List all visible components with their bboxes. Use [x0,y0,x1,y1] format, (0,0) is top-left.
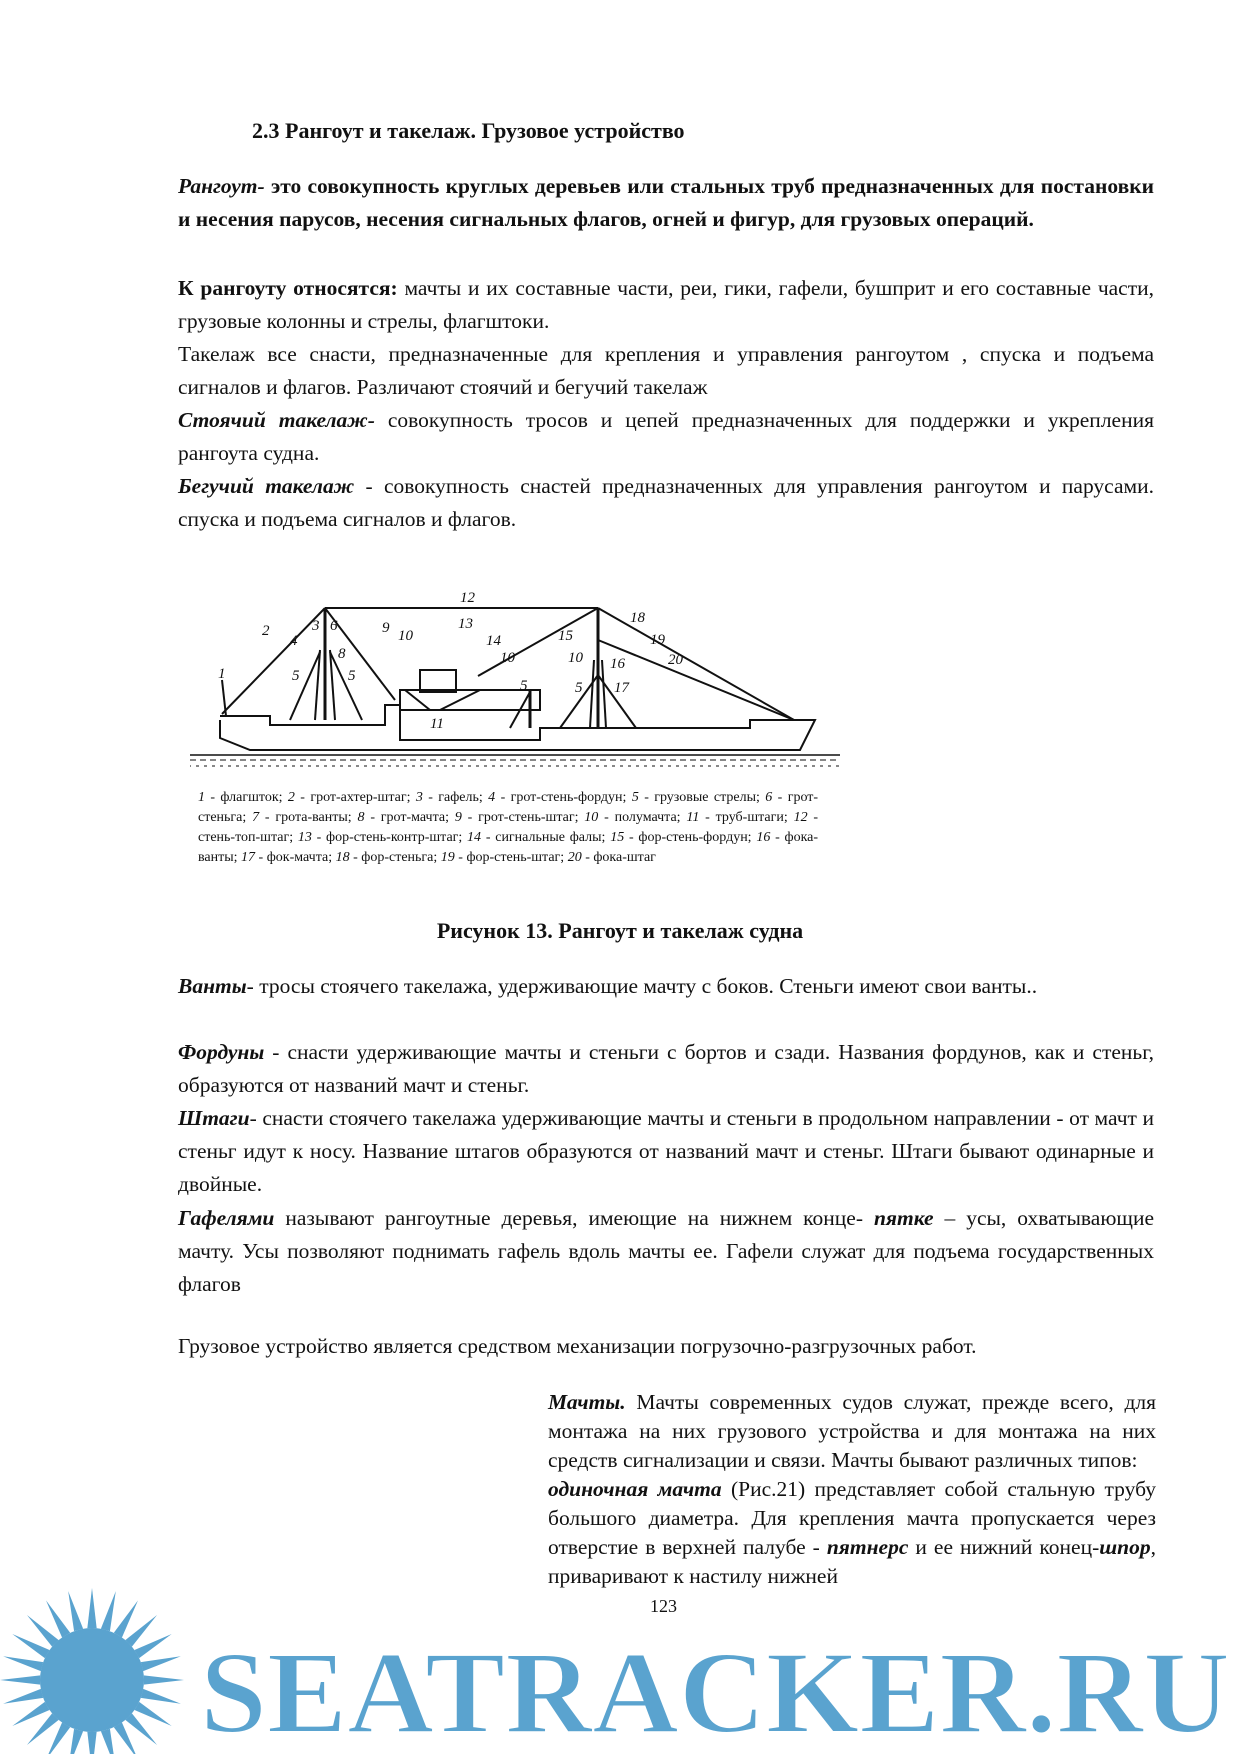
section-title: 2.3 Рангоут и такелаж. Грузовое устройство [252,118,685,143]
term-running-rigging: Бегучий такелаж [178,474,355,498]
page-number: 123 [650,1596,677,1616]
svg-text:18: 18 [630,610,645,626]
legend-label: - фока-ванты; [198,830,819,865]
fore-mast-leg-b [602,660,606,728]
sun-ray [12,1634,49,1658]
sun-ray [144,1675,184,1684]
figure-title: Рисунок 13. Рангоут и такелаж судна [436,918,804,943]
sun-ray [141,1689,181,1704]
svg-text:8: 8 [338,646,346,662]
legend-number: 10 [584,810,605,825]
legend-label: - труб-штаги; [705,810,794,825]
legend-label: - грот-стеньга; [198,790,819,825]
legend-number: 9 [454,810,468,825]
legend-number: 18 [335,850,354,865]
svg-text:11: 11 [430,716,444,732]
sun-ray [12,1702,49,1726]
legend-number: 20 [567,850,586,865]
legend-label: - грот-стень-штаг; [467,810,585,825]
svg-text:10: 10 [568,650,583,666]
svg-text:5: 5 [348,668,356,684]
sun-ray [114,1723,138,1754]
term-shpor: шпор [1099,1535,1151,1559]
funnel [420,670,456,692]
fore-mast-leg-a [590,660,594,728]
sun-ray [68,1591,83,1631]
sun-ray [87,1732,96,1754]
sun-ray [46,1723,70,1754]
paragraph-rangout-parts [178,272,1154,338]
svg-text:4: 4 [290,633,298,649]
sun-ray [87,1588,96,1628]
legend-number: 16 [756,830,776,845]
sun-ray [135,1702,172,1726]
svg-text:10: 10 [500,650,515,666]
term-rangout: Рангоут- [178,174,265,198]
svg-text:14: 14 [486,633,501,649]
term-pyatka: пятке [873,1206,934,1230]
svg-text:1: 1 [218,666,226,682]
gafeli-text-2: – усы, охватывающие мачту. Усы позволяют поднимать гафель вдоль мачты ее. Гафели служат для подъема государственных флагов [178,1206,1154,1296]
svg-text:13: 13 [458,616,473,632]
sun-ray [0,1675,40,1684]
paragraph-rangout-definition [178,170,1154,236]
legend-label: - гафель; [428,790,489,805]
legend-number: 6 [765,790,778,805]
fore-topmast-stay-19 [598,608,794,720]
term-masts: Мачты. [548,1390,626,1414]
term-fordunы: Фордуны [178,1040,265,1064]
legend-label: - фор-стень-фордун; [628,830,757,845]
svg-text:6: 6 [330,618,338,634]
sun-ray [101,1591,116,1631]
svg-text:15: 15 [558,628,573,644]
legend-label: - грот-ахтер-штаг; [300,790,416,805]
svg-text:12: 12 [460,590,475,606]
svg-text:5: 5 [575,680,583,696]
sun-ray [125,1615,157,1647]
term-standing-rigging: Стоячий такелаж- [178,408,375,432]
shtagi-text: - снасти стоячего такелажа удерживающие мачты и стеньги в продольном направлении - от мачт и стеньг идут к носу. Название штагов образуются от названий мачт и стеньг. Штаги бывают одинарные и двойные. [178,1106,1154,1196]
paragraph-takelazh: Такелаж все снасти, предназначенные для крепления и управления рангоутом , спуска и подъема сигналов и флагов. Различают стоячий и бегучий такелаж [178,342,1154,399]
svg-text:5: 5 [292,668,300,684]
legend-label: - фока-штаг [585,850,656,865]
running-rigging-text: - совокупность снастей предназначенных для управления рангоутом и парусами. спуска и подъема сигналов и флагов. [178,474,1154,531]
sun-ray [3,1689,43,1704]
legend-number: 15 [610,830,629,845]
legend-label: - полумачта; [604,810,687,825]
sun-disc [40,1628,144,1732]
sun-ray [101,1729,116,1754]
sun-ray [141,1656,181,1671]
sun-ray [125,1713,157,1745]
legend-label: - флагшток; [210,790,288,805]
legend-number: 1 [198,790,211,805]
legend-label: - грузовые стрелы; [644,790,766,805]
legend-number: 5 [631,790,645,805]
paragraph-masts [548,1388,1156,1591]
gafeli-text-1: называют рангоутные деревья, имеющие на нижнем конце- [274,1206,874,1230]
legend-number: 4 [488,790,501,805]
svg-text:2: 2 [262,623,270,639]
paragraph-cargo-device: Грузовое устройство является средством механизации погрузочно-разгрузочных работ. [178,1334,977,1358]
legend-label: - фор-стень-контр-штаг; [316,830,468,845]
rangout-parts-text: мачты и их составные части, реи, гики, гафели, бушприт и его составные части, грузовые колонны и стрелы, флагштоки. [178,276,1154,333]
hull-outline [220,705,815,750]
masts-text-1: Мачты современных судов служат, прежде всего, для монтажа на них грузового устройства и для монтажа на них средств сигнализации и связи. Мачты бывают различных типов: [548,1390,1156,1472]
sun-ray [114,1600,138,1637]
svg-text:19: 19 [650,632,665,648]
vanty-text: - тросы стоячего такелажа, удерживающие мачту с боков. Стеньги имеют свои ванты.. [246,974,1038,998]
legend-label: - фор-стеньга; [353,850,441,865]
legend-label: - грот-мачта; [370,810,455,825]
term-shtagi: Штаги [178,1106,250,1130]
svg-text:3: 3 [312,618,320,634]
term-single-mast: одиночная мачта [548,1477,722,1501]
sun-ray [27,1713,59,1745]
figure-legend [198,788,818,868]
fordunы-text: - снасти удерживающие мачты и стеньги с бортов и сзади. Названия фордунов, как и стеньг, образуются от названий мачт и стеньг. [178,1040,1154,1097]
legend-label: - фок-мачта; [258,850,336,865]
legend-number: 7 [252,810,265,825]
svg-text:20: 20 [668,652,683,668]
masts-text-4: , приваривают к настилу нижней [548,1535,1157,1588]
svg-text:10: 10 [398,628,413,644]
legend-label: - стень-топ-штаг; [198,810,819,845]
masts-text-2: (Рис.21) представляет собой стальную трубу большого диаметра. Для крепления мачта пропускается через отверстие в верхней палубе - [548,1477,1156,1559]
legend-label: - грот-стень-фордун; [500,790,632,805]
svg-text:5: 5 [520,678,528,694]
legend-number: 14 [467,830,486,845]
legend-number: 17 [241,850,259,865]
legend-label: - грота-ванты; [264,810,358,825]
sun-ray [46,1600,70,1637]
legend-label: - сигнальные фалы; [485,830,611,845]
sun-ray [3,1656,43,1671]
paragraph-vanty [178,970,1154,1003]
term-gafeli: Гафелями [178,1206,275,1230]
legend-number: 13 [297,830,317,845]
paragraph-gafeli [178,1202,1154,1301]
svg-text:17: 17 [614,680,629,696]
term-rangout-parts: К рангоуту относятся: [178,276,398,300]
watermark-text: SEATRACKER.RU [200,1627,1230,1754]
term-pyatners: пятнерс [826,1535,909,1559]
rangout-definition-text: это совокупность круглых деревьев или стальных труб предназначенных для постановки и несения парусов, несения сигнальных флагов, огней и фигур, для грузовых операций. [178,174,1154,231]
term-vanty: Ванты [178,974,247,998]
svg-text:16: 16 [610,656,625,672]
main-backstay-2 [222,608,325,714]
legend-number: 12 [793,810,814,825]
ship-rigging-drawing [190,580,840,790]
standing-rigging-text: совокупность тросов и цепей предназначенных для поддержки и укрепления рангоута судна. [178,408,1154,465]
masts-text-3: и ее нижний конец- [908,1535,1100,1559]
legend-number: 11 [686,810,706,825]
legend-number: 3 [415,790,429,805]
sun-ray [135,1634,172,1658]
sun-ray [68,1729,83,1754]
sun-ray [27,1615,59,1647]
svg-text:9: 9 [382,620,390,636]
paragraph-running-rigging [178,470,1154,536]
seatracker-watermark [0,1570,1240,1754]
legend-number: 8 [357,810,371,825]
legend-number: 2 [287,790,301,805]
sun-logo-icon [0,1588,184,1754]
paragraph-shtagi [178,1102,1154,1201]
legend-label: - фор-стень-штаг; [458,850,568,865]
paragraph-standing-rigging [178,404,1154,470]
legend-number: 19 [440,850,459,865]
paragraph-fordunы [178,1036,1154,1102]
